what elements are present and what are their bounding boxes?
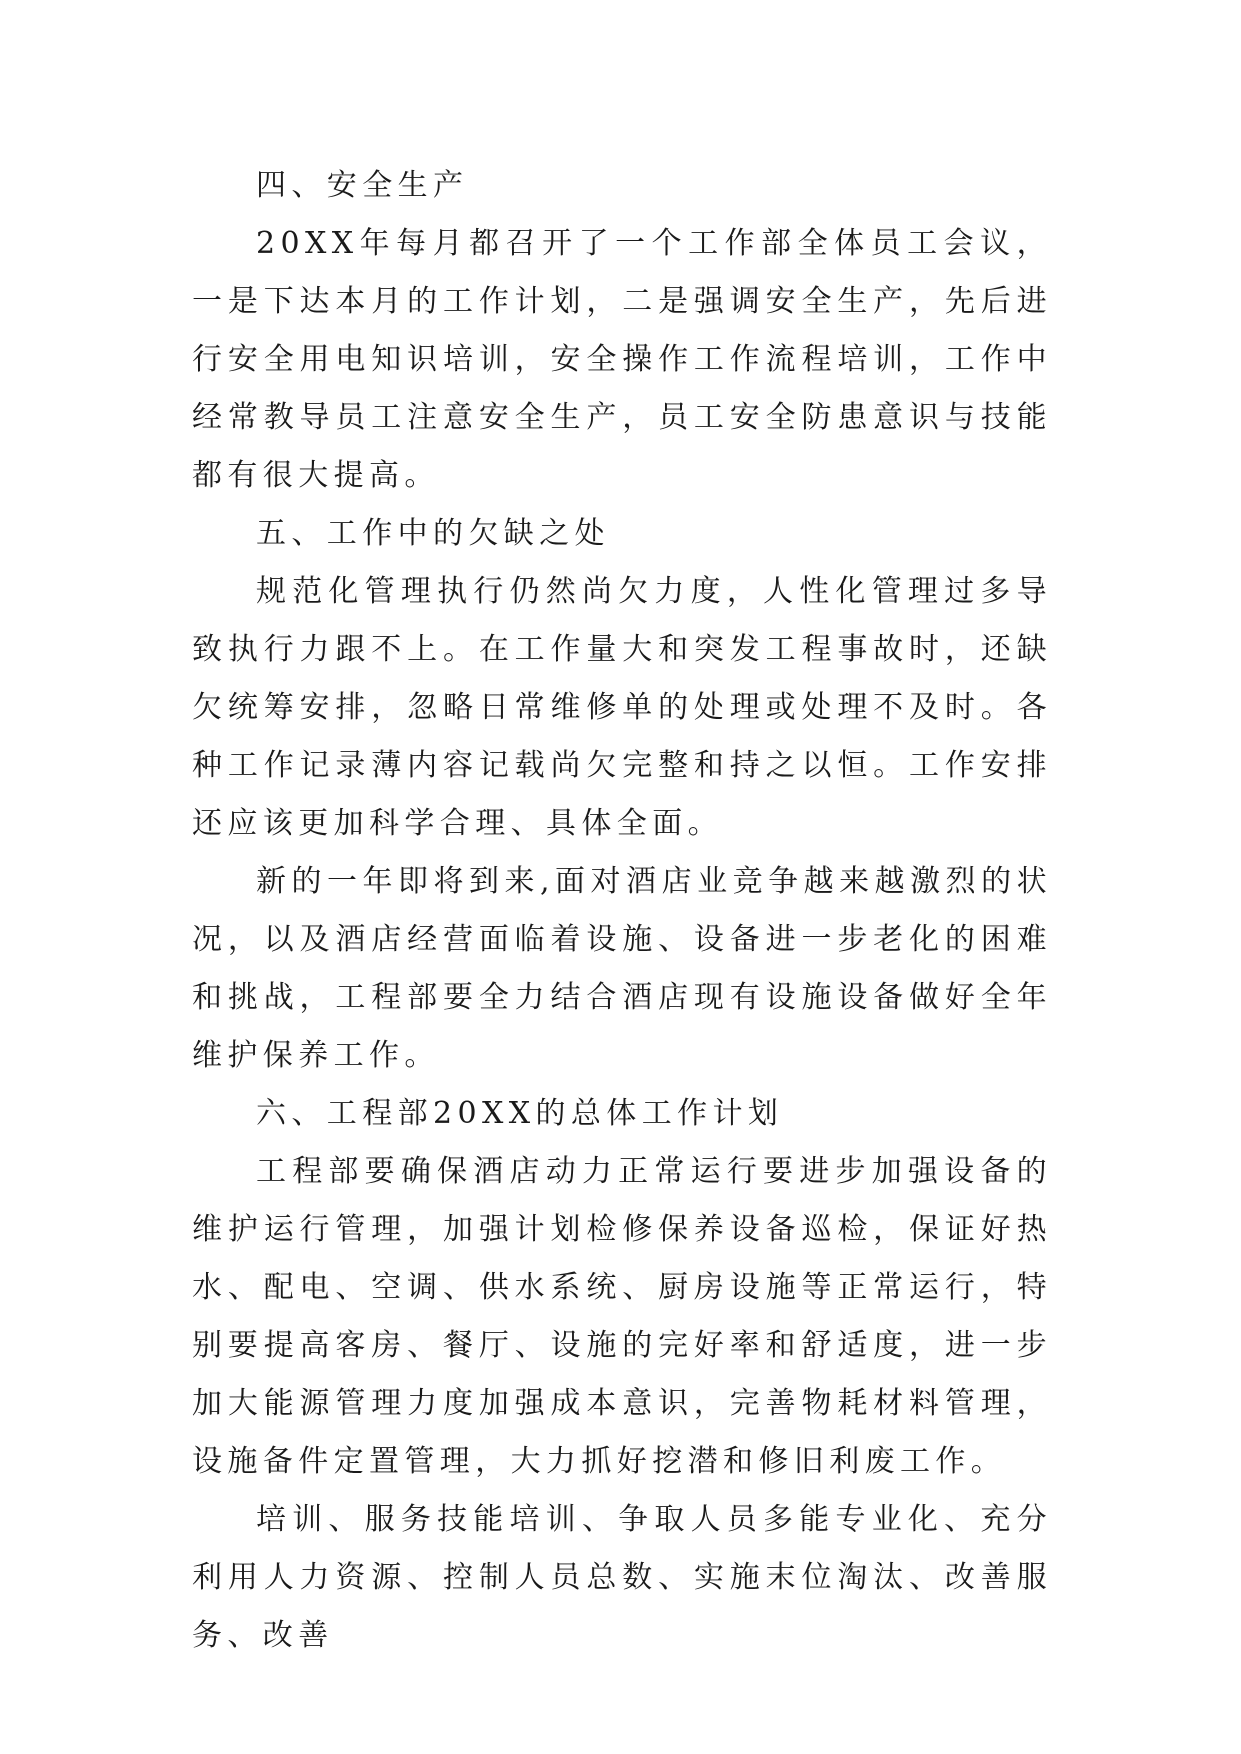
paragraph-training: 培训、服务技能培训、争取人员多能专业化、充分利用人力资源、控制人员总数、实施末位淘汰、改善服务、改善 (192, 1502, 1052, 1653)
section-heading-safety: 四、安全生产 (256, 168, 469, 203)
section-heading-shortcomings: 五、工作中的欠缺之处 (256, 516, 610, 551)
paragraph-work-plan: 工程部要确保酒店动力正常运行要进步加强设备的维护运行管理，加强计划检修保养设备巡检，保证好热水、配电、空调、供水系统、厨房设施等正常运行，特别要提高客房、餐厅、设施的完好率和舒适度，进一步加大能源管理力度加强成本意识，完善物耗材料管理，设施备件定置管理，大力抓好挖潜和修旧利废工作。 (192, 1154, 1052, 1479)
paragraph-shortcomings: 规范化管理执行仍然尚欠力度，人性化管理过多导致执行力跟不上。在工作量大和突发工程事故时，还缺欠统筹安排，忽略日常维修单的处理或处理不及时。各种工作记录薄内容记载尚欠完整和持之以恒。工作安排还应该更加科学合理、具体全面。 (192, 574, 1052, 841)
document-body (192, 157, 1052, 1665)
paragraph-new-year: 新的一年即将到来,面对酒店业竞争越来越激烈的状况，以及酒店经营面临着设施、设备进一步老化的困难和挑战，工程部要全力结合酒店现有设施设备做好全年维护保养工作。 (192, 864, 1052, 1073)
section-heading-work-plan: 六、工程部20XX的总体工作计划 (256, 1096, 784, 1131)
paragraph-safety-meetings: 20XX年每月都召开了一个工作部全体员工会议，一是下达本月的工作计划，二是强调安全生产，先后进行安全用电知识培训，安全操作工作流程培训，工作中经常教导员工注意安全生产，员工安全防患意识与技能都有很大提高。 (192, 226, 1052, 493)
